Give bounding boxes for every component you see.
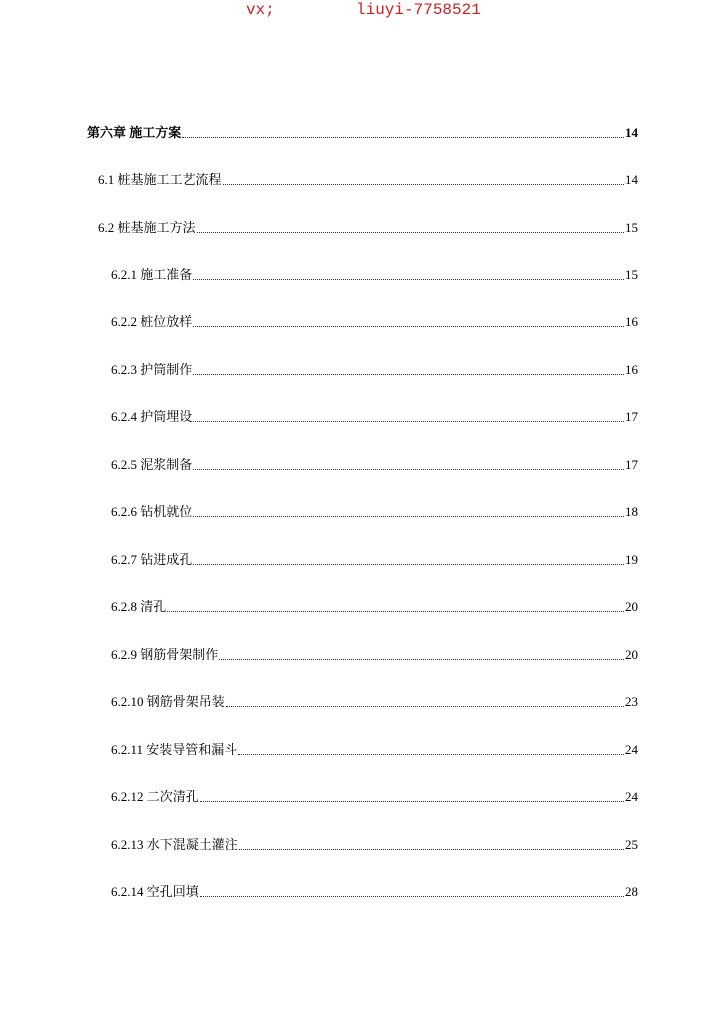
toc-entry-label: 6.2.12 二次清孔 [111, 789, 199, 804]
toc-entry-page: 17 [625, 409, 638, 424]
toc-section-6-2[interactable] [98, 216, 638, 236]
toc-entry-page: 19 [625, 552, 638, 567]
toc-subsection-6-2-9[interactable] [111, 643, 638, 663]
toc-subsection-6-2-4[interactable] [111, 405, 638, 425]
toc-entry-label: 6.2.3 护筒制作 [111, 362, 193, 377]
toc-subsection-6-2-13[interactable] [111, 833, 638, 853]
toc-entry-page: 14 [625, 172, 638, 187]
toc-entry-page: 20 [625, 599, 638, 614]
toc-entry-label: 6.2.1 施工准备 [111, 267, 193, 282]
toc-entry-label: 6.2.13 水下混凝土灌注 [111, 837, 238, 852]
toc-entry-page: 28 [625, 884, 638, 899]
toc-entry-page: 23 [625, 694, 638, 709]
toc-entry-label: 6.2.2 桩位放样 [111, 314, 193, 329]
toc-entry-label: 6.2.14 空孔回填 [111, 884, 199, 899]
toc-entry-label: 6.2.9 钢筋骨架制作 [111, 647, 219, 662]
toc-subsection-6-2-6[interactable] [111, 500, 638, 520]
toc-entry-label: 6.2.11 安装导管和漏斗 [111, 742, 238, 757]
toc-section-6-1[interactable] [98, 168, 638, 188]
toc-entry-page: 15 [625, 267, 638, 282]
toc-entry-page: 15 [625, 220, 638, 235]
toc-subsection-6-2-2[interactable] [111, 310, 638, 330]
toc-entry-label: 6.2.10 钢筋骨架吊装 [111, 694, 225, 709]
dot-leader [193, 374, 624, 375]
dot-leader [197, 232, 624, 233]
toc-subsection-6-2-11[interactable] [111, 738, 638, 758]
toc-entry-label: 6.2.8 清孔 [111, 599, 167, 614]
toc-entry-label: 6.2.7 钻进成孔 [111, 552, 193, 567]
dot-leader [223, 184, 624, 185]
dot-leader [193, 326, 624, 327]
dot-leader [193, 564, 624, 565]
toc-subsection-6-2-8[interactable] [111, 595, 638, 615]
toc-entry-page: 16 [625, 314, 638, 329]
dot-leader [226, 706, 624, 707]
dot-leader [182, 137, 624, 138]
toc-subsection-6-2-7[interactable] [111, 548, 638, 568]
toc-entry-label: 6.1 桩基施工工艺流程 [98, 172, 222, 187]
dot-leader [193, 469, 624, 470]
toc-entry-page: 24 [625, 742, 638, 757]
dot-leader [193, 516, 624, 517]
dot-leader [167, 611, 624, 612]
dot-leader [238, 754, 624, 755]
watermark-id: liuyi-7758521 [356, 1, 481, 19]
dot-leader [200, 801, 624, 802]
dot-leader [193, 279, 624, 280]
toc-entry-label: 6.2.5 泥浆制备 [111, 457, 193, 472]
toc-entry-label: 第六章 施工方案 [87, 125, 182, 140]
toc-subsection-6-2-14[interactable] [111, 880, 638, 900]
watermark [0, 0, 724, 24]
toc-entry-page: 16 [625, 362, 638, 377]
toc-subsection-6-2-1[interactable] [111, 263, 638, 283]
dot-leader [200, 896, 624, 897]
toc-subsection-6-2-10[interactable] [111, 690, 638, 710]
toc-entry-page: 18 [625, 504, 638, 519]
toc-entry-label: 6.2.6 钻机就位 [111, 504, 193, 519]
toc-entry-label: 6.2.4 护筒埋设 [111, 409, 193, 424]
toc-entry-page: 17 [625, 457, 638, 472]
watermark-vx: vx; [246, 1, 275, 19]
toc-entry-page: 14 [625, 125, 638, 140]
toc-entry-label: 6.2 桩基施工方法 [98, 220, 196, 235]
dot-leader [193, 421, 624, 422]
toc-entry-page: 24 [625, 789, 638, 804]
toc-subsection-6-2-5[interactable] [111, 453, 638, 473]
dot-leader [239, 849, 624, 850]
toc-chapter-6[interactable] [87, 121, 638, 141]
dot-leader [219, 659, 624, 660]
toc-entry-page: 20 [625, 647, 638, 662]
toc-entry-page: 25 [625, 837, 638, 852]
toc-subsection-6-2-3[interactable] [111, 358, 638, 378]
toc-subsection-6-2-12[interactable] [111, 785, 638, 805]
